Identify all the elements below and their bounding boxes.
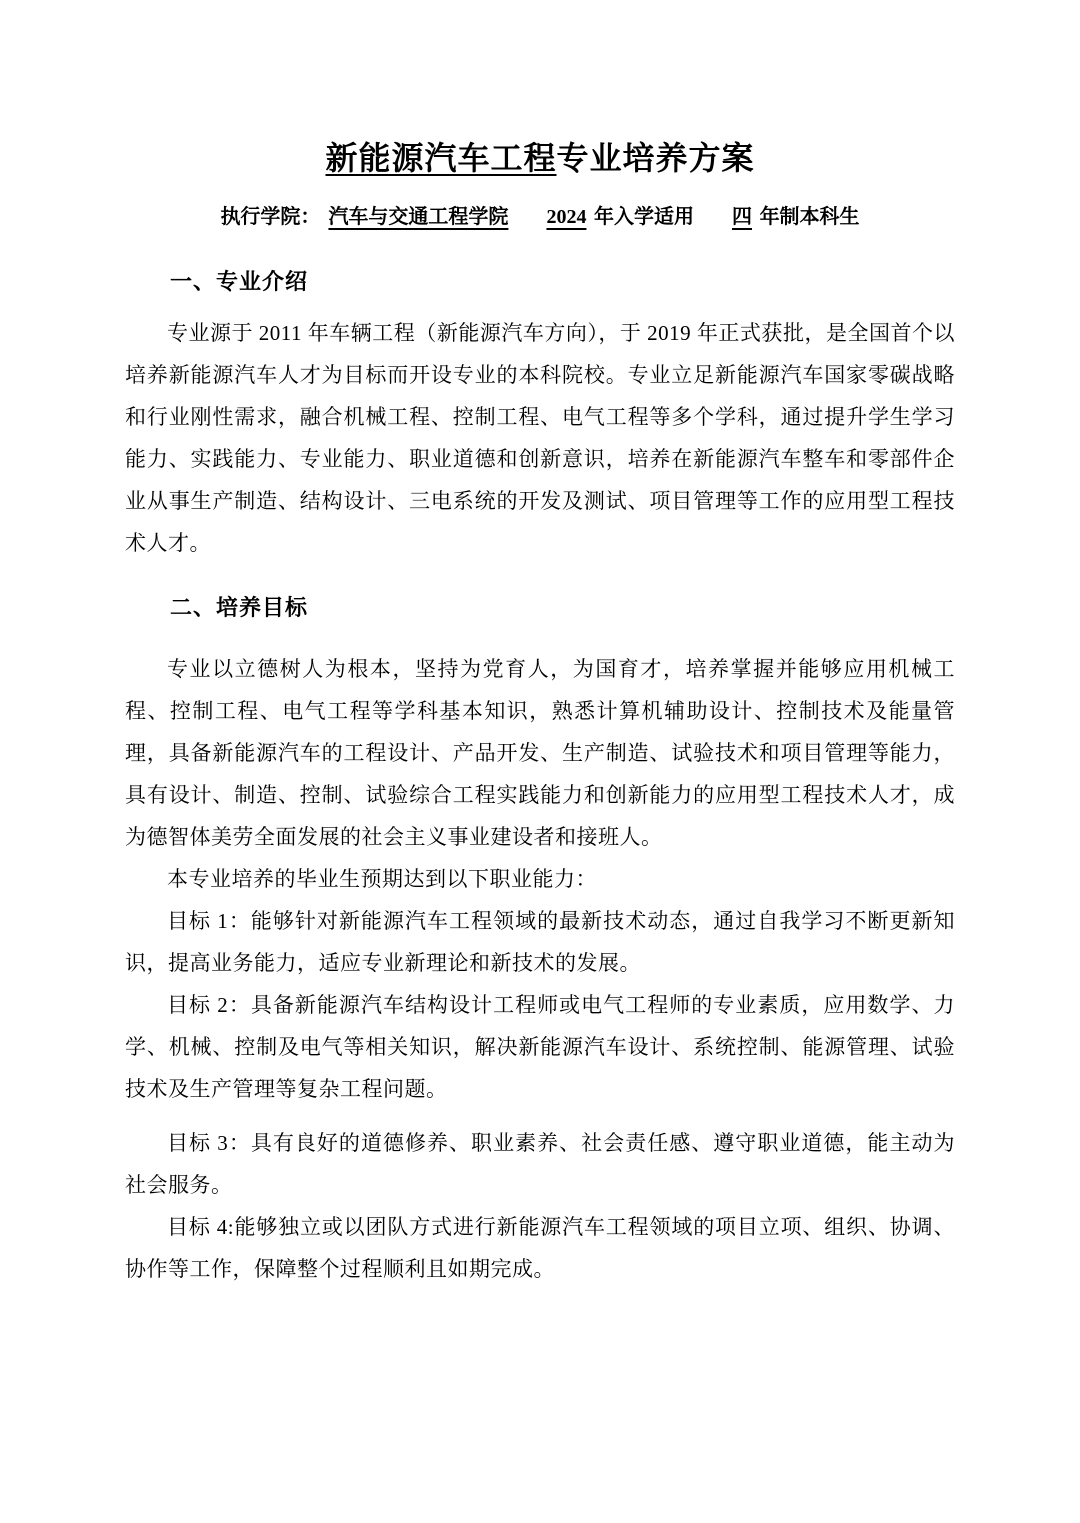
meta-line <box>125 204 955 230</box>
goal-4-paragraph: 目标 4:能够独立或以团队方式进行新能源汽车工程领域的项目立项、组织、协调、协作等工作，保障整个过程顺利且如期完成。 <box>125 1215 955 1281</box>
meta-college-value: 汽车与交通工程学院 <box>328 206 509 228</box>
goals-lead-in-line: 本专业培养的毕业生预期达到以下职业能力： <box>167 867 597 891</box>
page-title-rest-part: 专业培养方案 <box>556 140 755 176</box>
page-title <box>125 138 955 178</box>
meta-year-suffix: 年入学适用 <box>594 206 694 228</box>
page-title-underlined-part: 新能源汽车工程 <box>325 140 557 176</box>
goal-2-paragraph: 目标 2：具备新能源汽车结构设计工程师或电气工程师的专业素质，应用数学、力学、机械、控制及电气等相关知识，解决新能源汽车设计、系统控制、能源管理、试验技术及生产管理等复杂工程问题。 <box>125 993 955 1101</box>
goal-3-paragraph: 目标 3：具有良好的道德修养、职业素养、社会责任感、遵守职业道德，能主动为社会服务。 <box>125 1131 955 1197</box>
meta-label: 执行学院： <box>220 206 321 228</box>
meta-duration-value: 四 <box>732 206 752 228</box>
intro-paragraph: 专业源于 2011 年车辆工程（新能源汽车方向），于 2019 年正式获批，是全国首个以培养新能源汽车人才为目标而开设专业的本科院校。专业立足新能源汽车国家零碳战略和行业刚性需求，融合机械工程、控制工程、电气工程等多个学科，通过提升学生学习能力、实践能力、专业能力、职业道德和创新意识，培养在新能源汽车整车和零部件企业从事生产制造、结构设计、三电系统的开发及测试、项目管理等工作的应用型工程技术人才。 <box>125 321 955 555</box>
goal-1-paragraph: 目标 1：能够针对新能源汽车工程领域的最新技术动态，通过自我学习不断更新知识，提高业务能力，适应专业新理论和新技术的发展。 <box>125 909 955 975</box>
meta-year-value: 2024 <box>546 206 587 228</box>
section-heading-intro: 一、专业介绍 <box>170 269 309 294</box>
meta-duration-suffix: 年制本科生 <box>759 206 860 228</box>
goals-overview-paragraph: 专业以立德树人为根本，坚持为党育人，为国育才，培养掌握并能够应用机械工程、控制工程、电气工程等学科基本知识，熟悉计算机辅助设计、控制技术及能量管理，具备新能源汽车的工程设计、产品开发、生产制造、试验技术和项目管理等能力，具有设计、制造、控制、试验综合工程实践能力和创新能力的应用型工程技术人才，成为德智体美劳全面发展的社会主义事业建设者和接班人。 <box>125 657 955 849</box>
section-heading-goals: 二、培养目标 <box>170 595 309 620</box>
